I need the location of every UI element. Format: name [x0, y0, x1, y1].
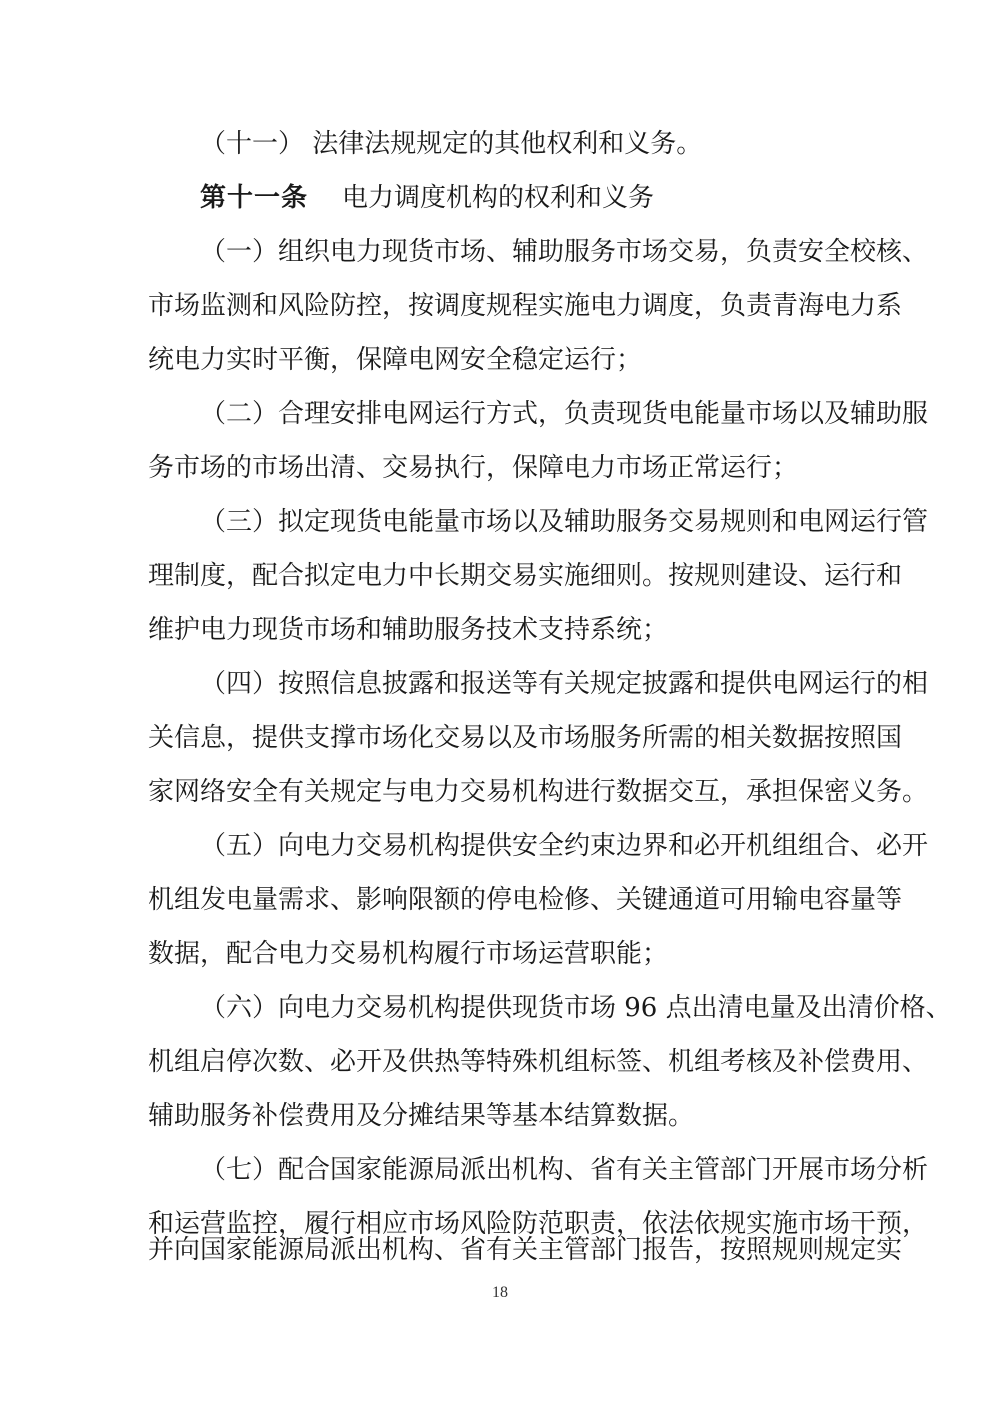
article-number: 第十一条: [200, 183, 309, 213]
paragraph-line: 理制度，配合拟定电力中长期交易实施细则。按规则建设、运行和: [148, 561, 903, 591]
paragraph-line: 市场监测和风险防控，按调度规程实施电力调度，负责青海电力系: [148, 291, 903, 321]
paragraph-line: 关信息，提供支撑市场化交易以及市场服务所需的相关数据按照国: [148, 723, 903, 753]
paragraph-line: 辅助服务补偿费用及分摊结果等基本结算数据。: [148, 1101, 695, 1131]
paragraph-line: 机组启停次数、必开及供热等特殊机组标签、机组考核及补偿费用、: [148, 1047, 929, 1077]
paragraph-line: 并向国家能源局派出机构、省有关主管部门报告，按照规则规定实: [148, 1235, 903, 1265]
paragraph-line: 维护电力现货市场和辅助服务技术支持系统；: [148, 615, 669, 645]
paragraph-line: （四）按照信息披露和报送等有关规定披露和提供电网运行的相: [200, 669, 929, 699]
page-number: 18: [492, 1284, 508, 1301]
paragraph-line: （二）合理安排电网运行方式，负责现货电能量市场以及辅助服: [200, 399, 929, 429]
item-eleven-paragraph: （十一） 法律法规规定的其他权利和义务。: [200, 129, 703, 159]
paragraph-line: （一）组织电力现货市场、辅助服务市场交易，负责安全校核、: [200, 237, 929, 267]
paragraph-line: 和运营监控，履行相应市场风险防范职责，依法依规实施市场干预，: [148, 1209, 929, 1239]
paragraph-line: （六）向电力交易机构提供现货市场 96 点出清电量及出清价格、: [200, 993, 952, 1023]
paragraph-line: 务市场的市场出清、交易执行，保障电力市场正常运行；: [148, 453, 799, 483]
paragraph-line: （七）配合国家能源局派出机构、省有关主管部门开展市场分析: [200, 1155, 929, 1185]
article-title: 电力调度机构的权利和义务: [342, 183, 655, 213]
article-heading: [200, 172, 654, 224]
paragraph-line: 家网络安全有关规定与电力交易机构进行数据交互，承担保密义务。: [148, 777, 929, 807]
paragraph-line: 统电力实时平衡，保障电网安全稳定运行；: [148, 345, 643, 375]
paragraph-line: 数据，配合电力交易机构履行市场运营职能；: [148, 939, 669, 969]
paragraph-line: （五）向电力交易机构提供安全约束边界和必开机组组合、必开: [200, 831, 929, 861]
paragraph-line: （三）拟定现货电能量市场以及辅助服务交易规则和电网运行管: [200, 507, 929, 537]
paragraph-line: 机组发电量需求、影响限额的停电检修、关键通道可用输电容量等: [148, 885, 903, 915]
